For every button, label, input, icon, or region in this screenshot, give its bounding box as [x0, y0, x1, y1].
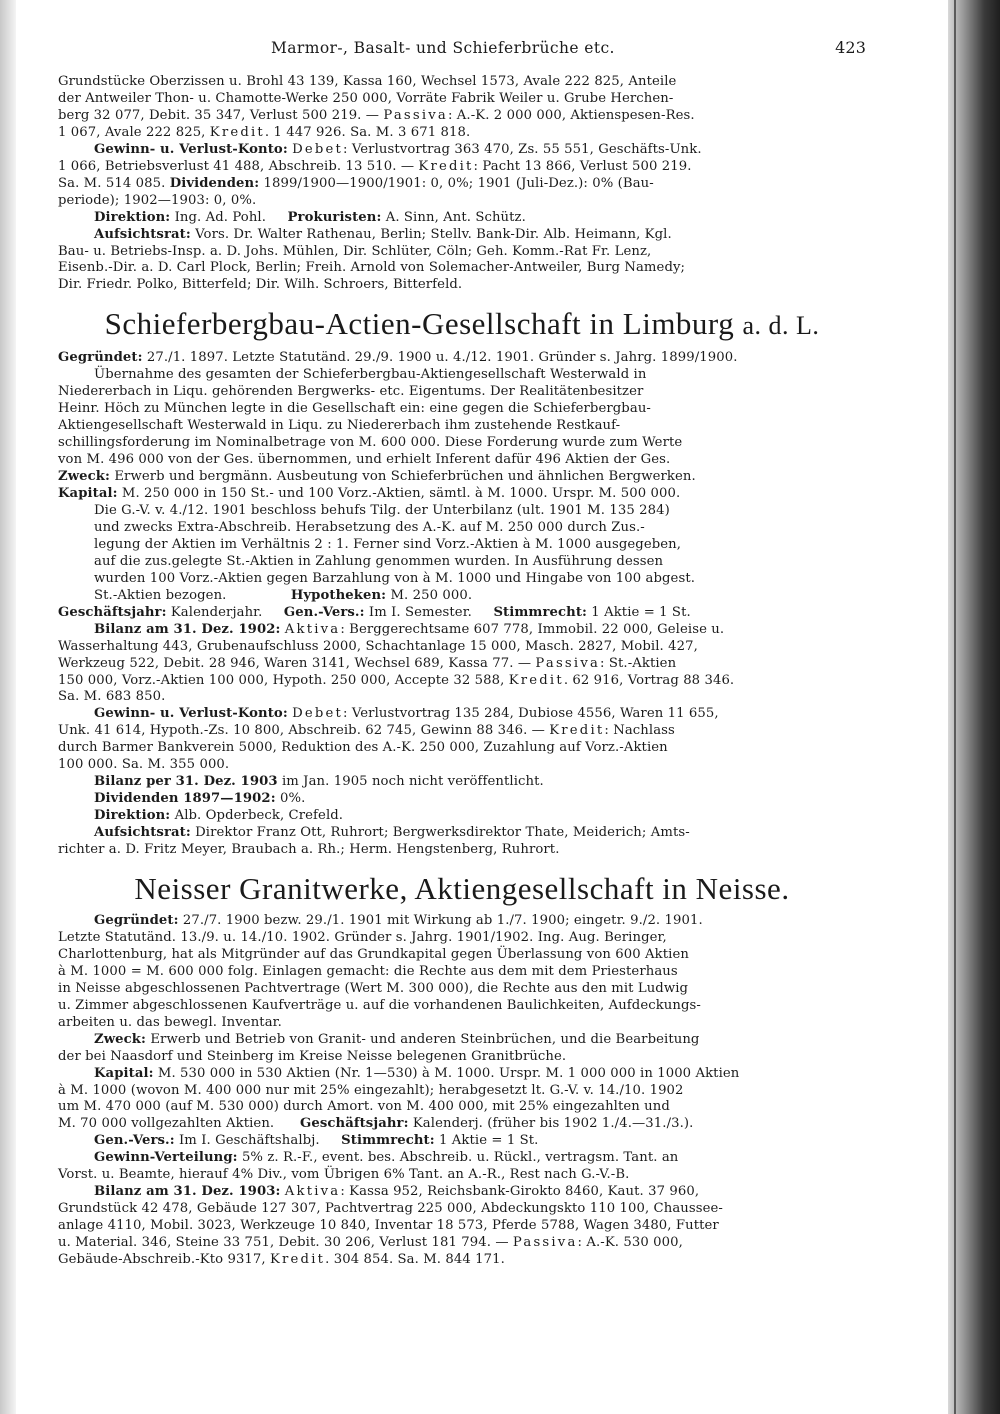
- text-line: in Neisse abgeschlossenen Pachtvertrage (Wert M. 300 000), die Rechte aus den mit Ludwig: [58, 980, 689, 996]
- text-line: [58, 1184, 866, 1201]
- bilanz-1903-text: im Jan. 1905 noch nicht veröffentlicht.: [281, 774, 544, 790]
- text-line: der Antweiler Thon- u. Chamotte-Werke 250 000, Vorräte Fabrik Weiler u. Grube Herchen-: [58, 90, 674, 106]
- text-line: periode); 1902—1903: 0, 0%.: [58, 192, 257, 208]
- text-line: Grundstück 42 478, Gebäude 127 307, Pachtvertrag 225 000, Abdeckungskto 110 100, Chaussee-: [58, 1201, 723, 1217]
- title-tail: a. d. L.: [742, 311, 820, 341]
- text-line: Letzte Statutänd. 13./9. u. 14./10. 1902. Gründer s. Jahrg. 1901/1902. Ing. Aug. Beringer,: [58, 929, 667, 945]
- text-line: [58, 808, 866, 825]
- stimmrecht-text: 1 Aktie = 1 St.: [439, 1133, 539, 1149]
- text-line: [58, 350, 866, 367]
- text-line: u. Material. 346, Steine 33 751, Debit. 30 206, Verlust 181 794. — Passiva: A.-K. 530 000,: [58, 1235, 683, 1251]
- limburg-entry: [58, 350, 866, 859]
- text-line: schillingsforderung im Nominalbetrage von M. 600 000. Diese Forderung wurde zum Werte: [58, 435, 683, 451]
- geschaeftsjahr-label: Geschäftsjahr:: [300, 1116, 409, 1132]
- direktion-text: Ing. Ad. Pohl.: [174, 209, 267, 225]
- gegruendet-text: 27./7. 1900 bezw. 29./1. 1901 mit Wirkung ab 1./7. 1900; eingetr. 9./2. 1901.: [182, 912, 703, 928]
- text-line: legung der Aktien im Verhältnis 2 : 1. Ferner sind Vorz.-Aktien à M. 1000 ausgegeben,: [94, 536, 682, 552]
- spaced-keyword: Kredit: [209, 124, 265, 140]
- aufsichtsrat-text: Vors. Dr. Walter Rathenau, Berlin; Stellv. Bank-Dir. Alb. Heimann, Kgl.: [195, 226, 672, 242]
- stimmrecht-label: Stimmrecht:: [341, 1133, 435, 1149]
- text-line: 1 067, Avale 222 825, Kredit. 1 447 926. Sa. M. 3 671 818.: [58, 124, 471, 140]
- text-line: à M. 1000 (wovon M. 400 000 nur mit 25% eingezahlt); herabgesetzt lt. G.-V. v. 14./10. 1902: [58, 1082, 684, 1098]
- kapital-label: Kapital:: [58, 486, 118, 502]
- bilanz-label: Bilanz am 31. Dez. 1903:: [94, 1184, 281, 1200]
- running-title: Marmor-, Basalt- und Schieferbrüche etc.: [271, 39, 615, 57]
- text-line: 150 000, Vorz.-Aktien 100 000, Hypoth. 250 000, Accepte 32 588, Kredit. 62 916, Vortrag 88 346.: [58, 672, 735, 688]
- spaced-keyword: Passiva: [512, 1235, 578, 1251]
- bilanz-text: Aktiva: Berggerechtsame 607 778, Immobil. 22 000, Geleise u.: [284, 621, 725, 637]
- kapital-text: M. 530 000 in 530 Aktien (Nr. 1—530) à M. 1000. Urspr. M. 1 000 000 in 1000 Aktien: [157, 1065, 740, 1081]
- geschaeftsjahr-label: Geschäftsjahr:: [58, 604, 167, 620]
- text-line: der bei Naasdorf und Steinberg im Kreise Neisse belegenen Granitbrüche.: [58, 1048, 567, 1064]
- bilanz-1903-label: Bilanz per 31. Dez. 1903: [94, 774, 278, 790]
- text-line: Dir. Friedr. Polko, Bitterfeld; Dir. Wilh. Schroers, Bitterfeld.: [58, 277, 463, 293]
- guv-label: Gewinn- u. Verlust-Konto:: [94, 706, 288, 722]
- aufsichtsrat-text: Direktor Franz Ott, Ruhrort; Bergwerksdirektor Thate, Meiderich; Amts-: [195, 825, 690, 841]
- text-line: berg 32 077, Debit. 35 347, Verlust 500 219. — Passiva: A.-K. 2 000 000, Aktienspesen-Res.: [58, 107, 695, 123]
- gen-vers-label: Gen.-Vers.:: [94, 1133, 175, 1149]
- neisse-entry: [58, 913, 866, 1269]
- previous-entry: [58, 74, 866, 294]
- section-title-neisse: Neisser Granitwerke, Aktiengesellschaft in Neisse.: [134, 870, 790, 906]
- gewinn-verteilung-label: Gewinn-Verteilung:: [94, 1150, 238, 1166]
- text-line: durch Barmer Bankverein 5000, Reduktion des A.-K. 250 000, Zuzahlung auf Vorz.-Aktien: [58, 740, 668, 756]
- text-line: Unk. 41 614, Hypoth.-Zs. 10 800, Abschreib. 62 745, Gewinn 88 346. — Kredit: Nachlass: [58, 723, 675, 739]
- gv-text: Debet: Verlustvortrag 363 470, Zs. 55 551, Geschäfts-Unk.: [292, 141, 702, 157]
- text-line: [58, 913, 866, 930]
- text-line: [58, 1133, 866, 1150]
- text-line: um M. 470 000 (auf M. 530 000) durch Amort. von M. 400 000, mit 25% eingezahlten und: [58, 1099, 670, 1115]
- text-line: [58, 791, 866, 808]
- text-line: Heinr. Höch zu München legte in die Gesellschaft ein: eine gegen die Schieferbergbau-: [58, 401, 651, 417]
- gegruendet-text: 27./1. 1897. Letzte Statutänd. 29./9. 1900 u. 4./12. 1901. Gründer s. Jahrg. 1899/1900.: [146, 350, 738, 366]
- gen-vers-label: Gen.-Vers.:: [283, 604, 365, 620]
- text-line: u. Zimmer abgeschlossenen Kaufverträge u. auf die vorhandenen Baulichkeiten, Aufdeckungs-: [58, 997, 701, 1013]
- text-line: und zwecks Extra-Abschreib. Herabsetzung des A.-K. auf M. 250 000 durch Zus.-: [94, 519, 645, 535]
- dividenden-label: Dividenden:: [169, 175, 260, 191]
- title-main: Schieferbergbau-Actien-Gesellschaft in Limburg: [104, 306, 735, 342]
- text-line: Gebäude-Abschreib.-Kto 9317, Kredit. 304 854. Sa. M. 844 171.: [58, 1252, 505, 1268]
- gewinn-verteilung-text: 5% z. R.-F., event. bes. Abschreib. u. Rückl., vertragsm. Tant. an: [241, 1150, 679, 1166]
- spaced-keyword: Aktiva: [284, 621, 341, 637]
- text-line: Niedererbach in Liqu. gehörenden Bergwerks- etc. Eigentums. Der Realitätenbesitzer: [58, 384, 644, 400]
- text-line: anlage 4110, Mobil. 3023, Werkzeuge 10 840, Inventar 18 573, Pferde 5788, Wagen 3480, Futter: [58, 1218, 719, 1234]
- stimmrecht-label: Stimmrecht:: [493, 604, 587, 620]
- text-line: [58, 774, 866, 791]
- text-line: Sa. M. 683 850.: [58, 689, 166, 705]
- kapital-text: M. 70 000 vollgezahlten Aktien.: [58, 1116, 275, 1132]
- spaced-keyword: Debet: [292, 141, 344, 157]
- section-title-limburg: [58, 304, 866, 346]
- aufsichtsrat-label: Aufsichtsrat:: [94, 226, 191, 242]
- direktion-label: Direktion:: [94, 209, 171, 225]
- kapital-text: M. 250 000 in 150 St.- und 100 Vorz.-Aktien, sämtl. à M. 1000. Urspr. M. 500 000.: [121, 486, 681, 502]
- prokuristen-label: Prokuristen:: [287, 209, 382, 225]
- scan-left-edge: [0, 0, 16, 1414]
- gen-vers-text: Im I. Semester.: [368, 604, 472, 620]
- text-line: [58, 605, 866, 622]
- scan-binding-line: [954, 0, 956, 1414]
- text-line: [58, 469, 866, 486]
- hypotheken-label: Hypotheken:: [290, 587, 387, 603]
- text-line: à M. 1000 = M. 600 000 folg. Einlagen gemacht: die Rechte aus dem mit dem Priesterhaus: [58, 963, 678, 979]
- text-line: [58, 1032, 866, 1049]
- text-line: wurden 100 Vorz.-Aktien gegen Barzahlung von à M. 1000 und Hingabe von 100 abgest.: [94, 570, 696, 586]
- text-line: arbeiten u. das bewegl. Inventar.: [58, 1014, 282, 1030]
- text-line: [58, 176, 866, 193]
- text-line: Werkzeug 522, Debit. 28 946, Waren 3141, Wechsel 689, Kassa 77. — Passiva: St.-Aktien: [58, 655, 677, 671]
- bilanz-label: Bilanz am 31. Dez. 1902:: [94, 621, 281, 637]
- dividenden-text: 0%.: [279, 791, 306, 807]
- spaced-keyword: Kredit: [549, 723, 605, 739]
- text-line: von M. 496 000 von der Ges. übernommen, und erhielt Inferent dafür 496 Aktien der Ges.: [58, 452, 671, 468]
- text-line: Charlottenburg, hat als Mitgründer auf das Grundkapital gegen Überlassung von 600 Aktien: [58, 946, 689, 962]
- text-line: [58, 142, 866, 159]
- bilanz-text: Aktiva: Kassa 952, Reichsbank-Girokto 8460, Kaut. 37 960,: [284, 1184, 700, 1200]
- kapital-label: Kapital:: [94, 1065, 154, 1081]
- zweck-text: Erwerb und Betrieb von Granit- und anderen Steinbrüchen, und die Bearbeitung: [150, 1031, 700, 1047]
- text-line: Übernahme des gesamten der Schieferbergbau-Aktiengesellschaft Westerwald in: [94, 367, 647, 383]
- text-line: [58, 1150, 866, 1167]
- spaced-keyword: Passiva: [535, 655, 601, 671]
- text-line: Bau- u. Betriebs-Insp. a. D. Johs. Mühlen, Dir. Schlüter, Cöln; Geh. Komm.-Rat Fr. Lenz,: [58, 243, 652, 259]
- text-line: [58, 622, 866, 639]
- stimmrecht-text: 1 Aktie = 1 St.: [591, 604, 691, 620]
- zweck-label: Zweck:: [94, 1031, 147, 1047]
- text-line: auf die zus.gelegte St.-Aktien in Zahlung genommen wurden. In Ausführung dessen: [94, 553, 664, 569]
- text-line: [58, 1066, 866, 1083]
- sum-text: Sa. M. 514 085.: [58, 175, 166, 191]
- dividenden-text: 1899/1900—1900/1901: 0, 0%; 1901 (Juli-Dez.): 0% (Bau-: [263, 175, 654, 191]
- text-line: Grundstücke Oberzissen u. Brohl 43 139, Kassa 160, Wechsel 1573, Avale 222 825, Anteile: [58, 74, 677, 89]
- text-line: [58, 486, 866, 503]
- text-line: [58, 210, 866, 227]
- spaced-keyword: Kredit: [508, 672, 564, 688]
- kapital-text: St.-Aktien bezogen.: [94, 587, 227, 603]
- gen-vers-text: Im I. Geschäftshalbj.: [178, 1133, 320, 1149]
- text-line: 1 066, Betriebsverlust 41 488, Abschreib. 13 510. — Kredit: Pacht 13 866, Verlust 500 219.: [58, 158, 692, 174]
- spaced-keyword: Kredit: [418, 158, 474, 174]
- geschaeftsjahr-text: Kalenderj. (früher bis 1902 1./4.—31./3.).: [412, 1116, 694, 1132]
- spaced-keyword: Aktiva: [284, 1184, 341, 1200]
- gegruendet-label: Gegründet:: [94, 912, 179, 928]
- page-number: 423: [835, 38, 866, 57]
- text-line: [58, 588, 866, 605]
- text-line: Aktiengesellschaft Westerwald in Liqu. zu Niedererbach ihm zustehende Restkauf-: [58, 418, 621, 434]
- zweck-label: Zweck:: [58, 469, 111, 485]
- geschaeftsjahr-text: Kalenderjahr.: [170, 604, 263, 620]
- aufsichtsrat-label: Aufsichtsrat:: [94, 825, 191, 841]
- zweck-text: Erwerb und bergmänn. Ausbeutung von Schieferbrüchen und ähnlichen Bergwerken.: [114, 469, 696, 485]
- direktion-text: Alb. Opderbeck, Crefeld.: [174, 808, 344, 824]
- text-line: [58, 1116, 866, 1133]
- page-header: [58, 40, 866, 74]
- text-line: [58, 825, 866, 842]
- text-line: 100 000. Sa. M. 355 000.: [58, 757, 230, 773]
- direktion-label: Direktion:: [94, 808, 171, 824]
- spaced-keyword: Passiva: [383, 107, 448, 123]
- text-line: [58, 706, 866, 723]
- guv-text: Debet: Verlustvortrag 135 284, Dubiose 4556, Waren 11 655,: [292, 706, 719, 722]
- spaced-keyword: Kredit: [270, 1252, 326, 1268]
- text-line: Wasserhaltung 443, Grubenaufschluss 2000, Schachtanlage 15 000, Masch. 2827, Mobil. 427,: [58, 638, 698, 654]
- gegruendet-label: Gegründet:: [58, 350, 143, 366]
- gv-label: Gewinn- u. Verlust-Konto:: [94, 141, 288, 157]
- dividenden-label: Dividenden 1897—1902:: [94, 791, 276, 807]
- hypotheken-text: M. 250 000.: [390, 587, 473, 603]
- text-line: Vorst. u. Beamte, hierauf 4% Div., vom Übrigen 6% Tant. an A.-R., Rest nach G.-V.-B.: [58, 1167, 630, 1183]
- prokuristen-text: A. Sinn, Ant. Schütz.: [385, 209, 526, 225]
- text-line: Die G.-V. v. 4./12. 1901 beschloss behufs Tilg. der Unterbilanz (ult. 1901 M. 135 284): [94, 502, 670, 518]
- page-content: [58, 40, 866, 1269]
- text-line: richter a. D. Fritz Meyer, Braubach a. Rh.; Herm. Hengstenberg, Ruhrort.: [58, 842, 560, 858]
- spaced-keyword: Debet: [292, 706, 344, 722]
- text-line: Eisenb.-Dir. a. D. Carl Plock, Berlin; Freih. Arnold von Solemacher-Antweiler, Burg Namedy;: [58, 260, 686, 276]
- text-line: [58, 227, 866, 244]
